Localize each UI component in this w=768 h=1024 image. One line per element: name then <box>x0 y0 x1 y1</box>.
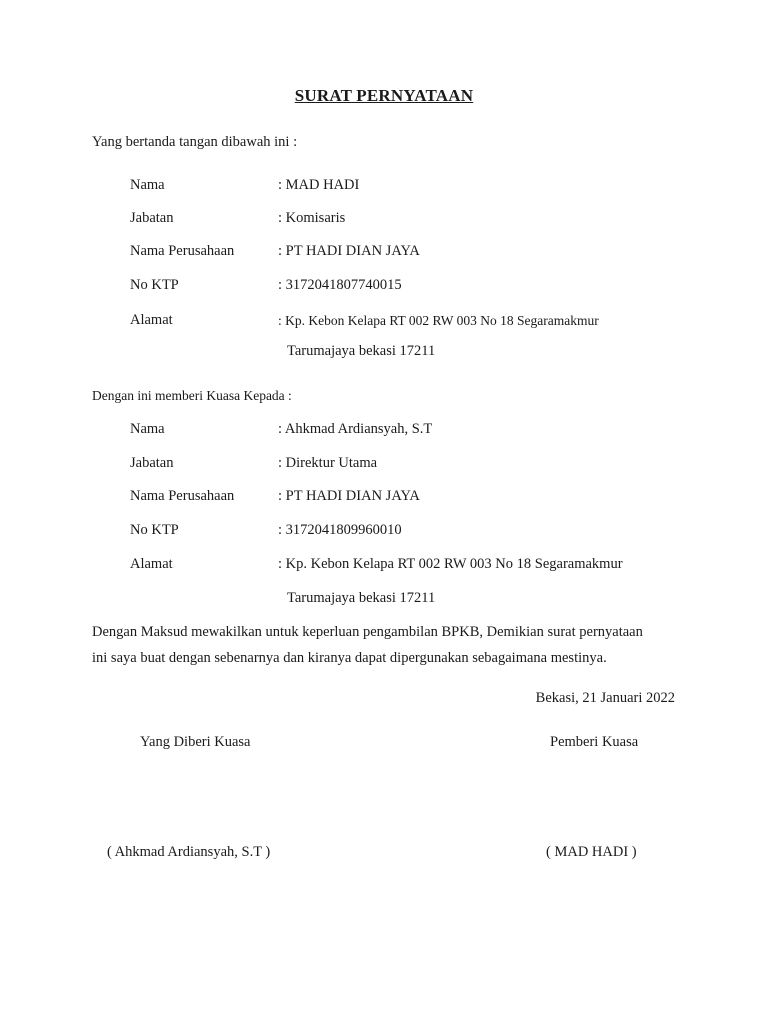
grantor-value-ktp: : 3172041807740015 <box>278 277 402 293</box>
grantor-label-nama: Nama <box>130 177 165 193</box>
grantor-value-jabatan: : Komisaris <box>278 210 346 226</box>
grantor-address-continuation: Tarumajaya bekasi 17211 <box>287 343 436 359</box>
signature-name-grantor: ( MAD HADI ) <box>546 844 637 860</box>
grantee-label-perusahaan: Nama Perusahaan <box>130 488 235 504</box>
purpose-line-2: ini saya buat dengan sebenarnya dan kiranya dapat dipergunakan sebagaimana mestinya. <box>92 650 607 666</box>
letter-title: SURAT PERNYATAAN <box>294 86 474 105</box>
grant-intro-text: Dengan ini memberi Kuasa Kepada : <box>92 388 292 403</box>
grantee-label-alamat: Alamat <box>130 556 173 572</box>
grantee-value-nama: : Ahkmad Ardiansyah, S.T <box>278 421 433 437</box>
signature-heading-grantee: Yang Diberi Kuasa <box>140 734 251 750</box>
signature-heading-grantor: Pemberi Kuasa <box>550 734 639 750</box>
grantee-value-jabatan: : Direktur Utama <box>278 455 378 471</box>
intro-text: Yang bertanda tangan dibawah ini : <box>92 134 298 150</box>
grantee-address-continuation: Tarumajaya bekasi 17211 <box>287 590 436 606</box>
grantor-label-perusahaan: Nama Perusahaan <box>130 243 235 259</box>
grantee-value-perusahaan: : PT HADI DIAN JAYA <box>278 488 420 504</box>
grantor-label-ktp: No KTP <box>130 277 179 293</box>
grantor-value-nama: : MAD HADI <box>278 177 360 193</box>
grantor-value-alamat: : Kp. Kebon Kelapa RT 002 RW 003 No 18 Segaramakmur <box>278 313 599 328</box>
grantee-label-jabatan: Jabatan <box>130 455 174 471</box>
grantor-value-perusahaan: : PT HADI DIAN JAYA <box>278 243 420 259</box>
grantee-label-nama: Nama <box>130 421 165 437</box>
grantee-value-ktp: : 3172041809960010 <box>278 522 402 538</box>
signature-name-grantee: ( Ahkmad Ardiansyah, S.T ) <box>107 844 271 860</box>
grantee-value-alamat: : Kp. Kebon Kelapa RT 002 RW 003 No 18 Segaramakmur <box>278 556 623 572</box>
purpose-line-1: Dengan Maksud mewakilkan untuk keperluan pengambilan BPKB, Demikian surat pernyataan <box>92 624 643 640</box>
grantor-label-alamat: Alamat <box>130 312 173 328</box>
place-date: Bekasi, 21 Januari 2022 <box>535 690 675 706</box>
grantee-label-ktp: No KTP <box>130 522 179 538</box>
grantor-label-jabatan: Jabatan <box>130 210 174 226</box>
